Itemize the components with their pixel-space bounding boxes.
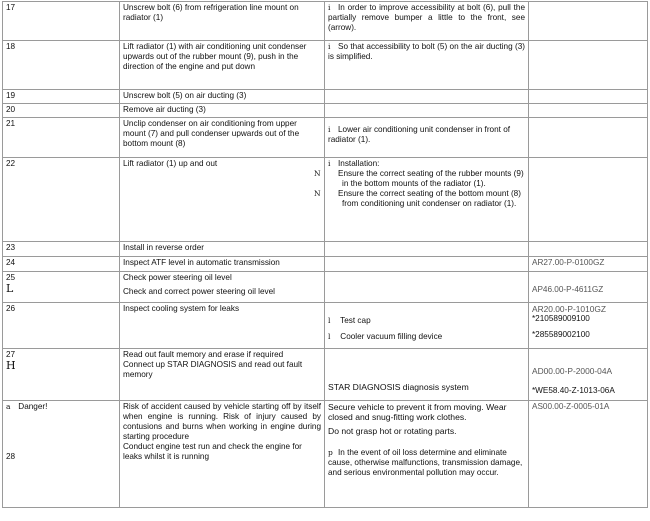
- step-cell: [120, 401, 325, 508]
- step-text: Conduct engine test run and check the engine for leaks whilst it is running: [123, 442, 302, 461]
- risk-text: Risk of accident caused by vehicle starting off by itself when engine is running. Risk of injury caused by contusions and burns when working in engine during starting procedure: [123, 402, 321, 441]
- tool-icon: l: [328, 332, 331, 341]
- reference-code: AR27.00-P-0100GZ: [529, 257, 648, 272]
- note-cell: [325, 104, 529, 118]
- table-row: [3, 257, 648, 272]
- note-cell: [325, 257, 529, 272]
- step-number: 25: [6, 273, 16, 282]
- tools-cell: [325, 303, 529, 349]
- table-row: [3, 272, 648, 303]
- info-icon: i: [328, 125, 331, 134]
- note-cell: [325, 90, 529, 104]
- table-row: [3, 41, 648, 90]
- step-text: Remove air ducting (3): [120, 104, 325, 118]
- bullet-icon: N: [314, 189, 321, 198]
- step-number: 23: [3, 242, 120, 257]
- note-cell: [314, 158, 529, 242]
- safety-text: Do not grasp hot or rotating parts.: [328, 426, 457, 436]
- part-number: *WE58.40-Z-1013-06A: [532, 386, 615, 395]
- warning-icon: a: [6, 402, 11, 411]
- step-text: Lift radiator (1) with air conditioning unit condenser upwards out of the rubber mount (9), push in the direction of the engine and put down: [120, 41, 325, 90]
- bullet-icon: N: [314, 169, 321, 178]
- step-text: Install in reverse order: [120, 242, 325, 257]
- step-text: Lift radiator (1) up and out: [120, 158, 325, 242]
- step-number: 27: [6, 350, 16, 359]
- step-cell: [120, 272, 325, 303]
- table-row: [3, 118, 648, 158]
- reference-cell: [529, 41, 648, 90]
- step-text: Read out fault memory and erase if required: [123, 350, 284, 359]
- note-cell: [325, 41, 529, 90]
- symbol-glyph: H: [6, 359, 16, 372]
- step-number: 26: [3, 303, 120, 349]
- info-icon: i: [328, 42, 331, 51]
- step-number: 22: [3, 158, 120, 242]
- step-number-cell: [3, 272, 120, 303]
- note-text: In the event of oil loss determine and eliminate cause, otherwise malfunctions, transmission damage, and serious environmental pollution may occur.: [328, 448, 523, 477]
- reference-code: AP46.00-P-4611GZ: [532, 285, 604, 294]
- tool-name: Cooler vacuum filling device: [340, 332, 443, 341]
- step-text: Unclip condenser on air conditioning from upper mount (7) and pull condenser upwards out of the bottom mount (8): [120, 118, 325, 158]
- step-number: 19: [3, 90, 120, 104]
- step-number-cell: [3, 349, 120, 401]
- note-cell: [325, 242, 529, 257]
- reference-cell: [529, 303, 648, 349]
- reference-cell: [529, 158, 648, 242]
- info-icon: i: [328, 159, 331, 168]
- symbol-glyph: L: [6, 282, 14, 295]
- table-row: [3, 104, 648, 118]
- note-title: Installation:: [338, 159, 380, 168]
- note-text: So that accessibility to bolt (5) on the air ducting (3) is simplified.: [328, 42, 525, 61]
- step-number: 18: [3, 41, 120, 90]
- reference-cell: [529, 242, 648, 257]
- reference-code: AD00.00-P-2000-04A: [532, 366, 613, 376]
- reference-cell: [529, 104, 648, 118]
- tool-name: Test cap: [340, 316, 371, 325]
- info-icon: i: [328, 3, 331, 12]
- step-cell: [120, 349, 325, 401]
- step-text: Unscrew bolt (6) from refrigeration line mount on radiator (1): [120, 2, 325, 41]
- part-number: *285589002100: [532, 330, 590, 339]
- note-text: Lower air conditioning unit condenser in front of radiator (1).: [328, 125, 511, 144]
- step-text: Check and correct power steering oil level: [123, 287, 275, 296]
- reference-cell: [529, 349, 648, 401]
- note-cell: [325, 272, 529, 303]
- table-row: [3, 158, 648, 242]
- reference-cell: [529, 401, 648, 508]
- tool-icon: l: [328, 316, 331, 325]
- table-row: [3, 349, 648, 401]
- step-number: 20: [3, 104, 120, 118]
- reference-cell: [529, 272, 648, 303]
- note-icon: p: [328, 448, 333, 457]
- note-cell: [325, 401, 529, 508]
- bullet-text: Ensure the correct seating of the bottom mount (8) from conditioning unit condenser on radiator (1).: [338, 189, 521, 208]
- step-text: Connect up STAR DIAGNOSIS and read out fault memory: [123, 360, 303, 379]
- step-number: 24: [3, 257, 120, 272]
- table-row: [3, 242, 648, 257]
- step-number: 17: [3, 2, 120, 41]
- note-cell: [325, 118, 529, 158]
- step-text: Unscrew bolt (5) on air ducting (3): [120, 90, 325, 104]
- table-row: [3, 2, 648, 41]
- danger-cell: [3, 401, 120, 508]
- step-text: Inspect ATF level in automatic transmission: [120, 257, 325, 272]
- reference-cell: [529, 90, 648, 104]
- bullet-text: Ensure the correct seating of the rubber mounts (9) in the bottom mounts of the radiator (1).: [338, 169, 524, 188]
- step-number: 21: [3, 118, 120, 158]
- note-cell: [325, 2, 529, 41]
- danger-label: Danger!: [18, 402, 48, 411]
- table-row: [3, 303, 648, 349]
- reference-code: AR20.00-P-1010GZ: [532, 304, 607, 314]
- step-text: Check power steering oil level: [123, 273, 232, 282]
- reference-cell: [529, 2, 648, 41]
- note-cell: [325, 349, 529, 401]
- table-row: [3, 401, 648, 508]
- step-text: Inspect cooling system for leaks: [120, 303, 325, 349]
- reference-code: AS00.00-Z-0005-01A: [532, 402, 610, 411]
- reference-cell: [529, 118, 648, 158]
- note-text: STAR DIAGNOSIS diagnosis system: [328, 382, 469, 392]
- safety-text: Secure vehicle to prevent it from moving. Wear closed and snug-fitting work clothes.: [328, 402, 507, 422]
- procedure-table: [2, 1, 648, 508]
- part-number: *210589009100: [532, 314, 590, 323]
- table-row: [3, 90, 648, 104]
- step-number: 28: [6, 452, 16, 461]
- note-text: In order to improve accessibility at bolt (6), pull the partially remove bumper a little to the front, see (arrow).: [328, 3, 525, 32]
